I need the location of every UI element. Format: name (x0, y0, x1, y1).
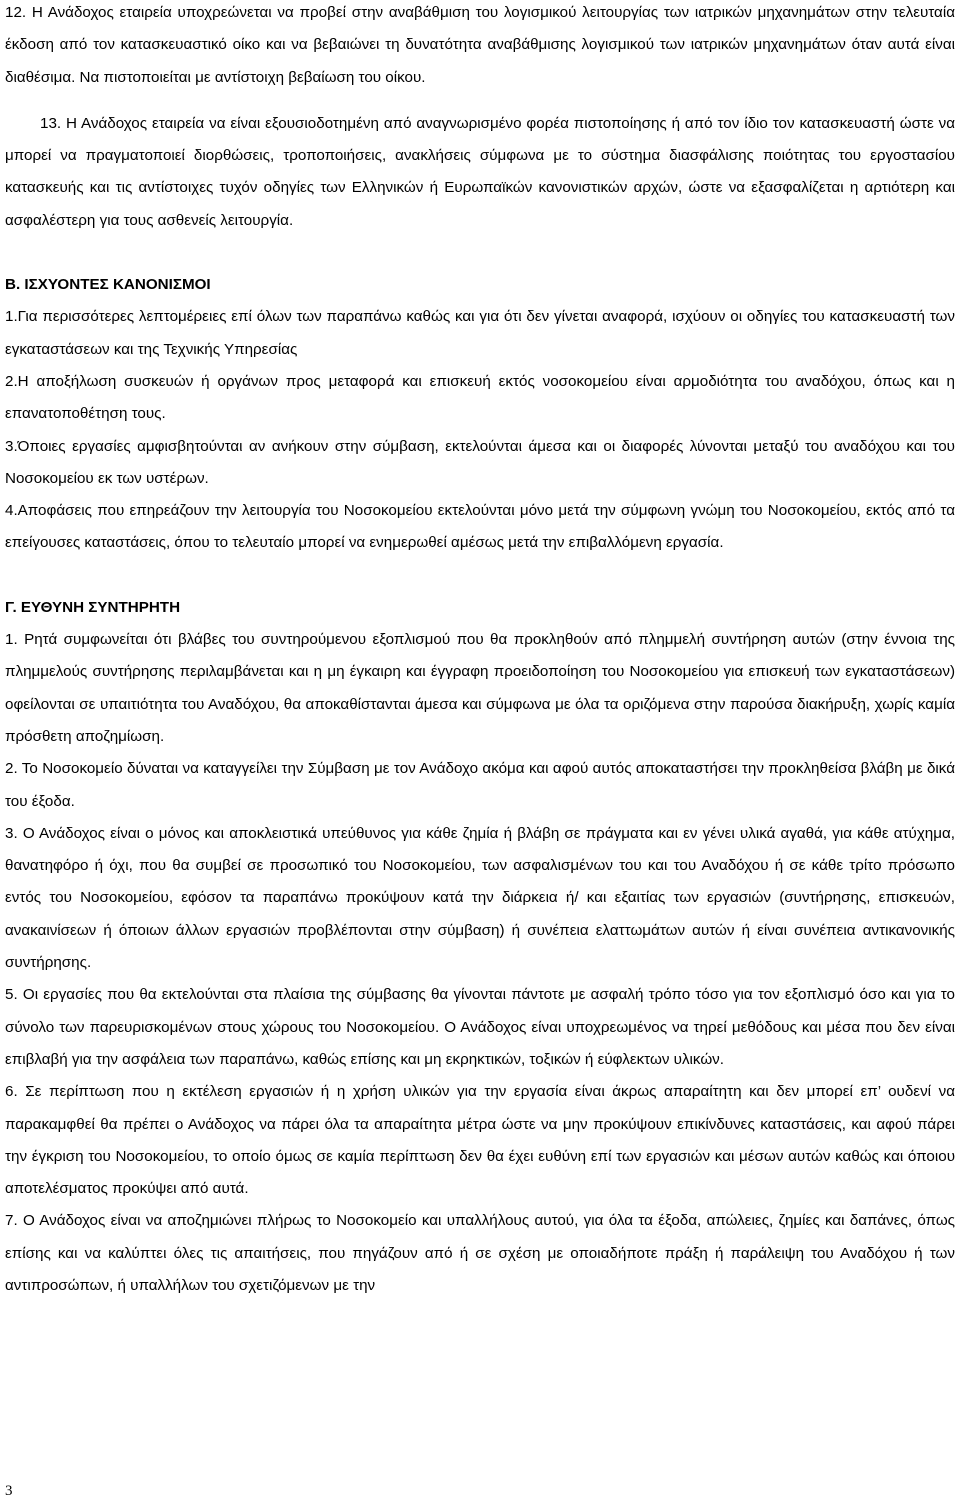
paragraph-13: 13. Η Ανάδοχος εταιρεία να είναι εξουσιοδοτημένη από αναγνωρισμένο φορέα πιστοποίησης ή από τον ίδιο τον κατασκευαστή ώστε να μπορεί να πραγματοποιεί διορθώσεις, τροποποιήσεις, ανακλήσεις σύμφωνα με το σύστημα διασφάλισης ποιότητας του εργοστασίου κατασκευής και τις αντίστοιχες τυχόν οδηγίες των Ελληνικών ή Ευρωπαϊκών κανονιστικών αρχών, ώστε να εξασφαλίζεται η αρτιότερη και ασφαλέστερη για τους ασθενείς λειτουργία. (5, 114, 955, 229)
section-c-item-1: 1. Ρητά συμφωνείται ότι βλάβες του συντηρούμενου εξοπλισμού που θα προκληθούν από πλημμελή συντήρηση αυτών (στην έννοια της πλημμελούς συντήρησης περιλαμβάνεται και η μη έγκαιρη και έγγραφη προειδοποίηση του Νοσοκομείου για επισκευή των εγκαταστάσεων) οφείλονται σε υπαιτιότητα του Αναδόχου, θα αποκαθίστανται άμεσα και σύμφωνα με όλα τα οριζόμενα στην παρούσα διακήρυξη, χωρίς καμία πρόσθετη αποζημίωση. (5, 631, 955, 745)
page-number: 3 (5, 1483, 13, 1499)
spacer (5, 560, 955, 592)
section-c-item-7: 7. Ο Ανάδοχος είναι να αποζημιώνει πλήρως το Νοσοκομείο και υπαλλήλους αυτού, για όλα τα έξοδα, απώλειες, ζημίες και δαπάνες, όπως επίσης και να καλύπτει όλες τις απαιτήσεις, που πηγάζουν από ή σε σχέση με οποιαδήποτε πράξη ή παράλειψη του Αναδόχου ή των αντιπροσώπων, ή υπαλλήλων του σχετιζόμενων με την (5, 1212, 955, 1294)
section-c-item-2: 2. Το Νοσοκομείο δύναται να καταγγείλει την Σύμβαση με τον Ανάδοχο ακόμα και αφού αυτός αποκαταστήσει την προκληθείσα βλάβη με δικά του έξοδα. (5, 760, 955, 810)
spacer (5, 237, 955, 269)
spacer (5, 94, 955, 108)
document-page (5, 0, 955, 1302)
section-c-item-6: 6. Σε περίπτωση που η εκτέλεση εργασιών ή η χρήση υλικών για την εργασία είναι άκρως απαραίτητη και δεν μπορεί επ’ ουδενί να παρακαμφθεί θα πρέπει ο Ανάδοχος να πάρει όλα τα απαραίτητα μέτρα ώστε να μην προκύψουν επικίνδυνες καταστάσεις, και αφού πάρει την έγκριση του Νοσοκομείου, το οποίο όμως σε καμία περίπτωση δεν θα έχει ευθύνη επί των εργασιών και μέσων αυτών καθώς και όποιου αποτελέσματος προκύψει από αυτά. (5, 1083, 955, 1198)
section-c-heading: Γ. ΕΥΘΥΝΗ ΣΥΝΤΗΡΗΤΗ (5, 598, 181, 616)
section-b-item-3: 3.Όποιες εργασίες αμφισβητούνται αν ανήκουν στην σύμβαση, εκτελούνται άμεσα και οι διαφορές λύνονται μεταξύ του αναδόχου και του Νοσοκομείου εκ των υστέρων. (5, 437, 955, 487)
section-b-item-1: 1.Για περισσότερες λεπτομέρειες επί όλων των παραπάνω καθώς και για ότι δεν γίνεται αναφορά, ισχύουν οι οδηγίες του κατασκευαστή των εγκαταστάσεων και της Τεχνικής Υπηρεσίας (5, 308, 955, 358)
section-b-item-2: 2.Η αποξήλωση συσκευών ή οργάνων προς μεταφορά και επισκευή εκτός νοσοκομείου είναι αρμοδιότητα του αναδόχου, όπως και η επανατοποθέτηση τους. (5, 372, 955, 423)
section-c-item-5: 5. Οι εργασίες που θα εκτελούνται στα πλαίσια της σύμβασης θα γίνονται πάντοτε με ασφαλή τρόπο τόσο για τον εξοπλισμό όσο και για το σύνολο των παρευρισκομένων στους χώρους του Νοσοκομείου. Ο Ανάδοχος είναι υποχρεωμένος να τηρεί μεθόδους και μέσα που δεν είναι επιβλαβή για την ασφάλεια των παραπάνω, καθώς επίσης και μη εκρηκτικών, τοξικών ή εύφλεκτων υλικών. (5, 986, 955, 1068)
section-b-heading: Β. ΙΣΧΥΟΝΤΕΣ ΚΑΝΟΝΙΣΜΟΙ (5, 276, 211, 294)
paragraph-12: 12. Η Ανάδοχος εταιρεία υποχρεώνεται να προβεί στην αναβάθμιση του λογισμικού λειτουργίας των ιατρικών μηχανημάτων στην τελευταία έκδοση από τον κατασκευαστικό οίκο και να βεβαιώνει τη δυνατότητα αναβάθμισης λογισμικού των ιατρικών μηχανημάτων όταν αυτά είναι διαθέσιμα. Να πιστοποιείται με αντίστοιχη βεβαίωση του οίκου. (5, 4, 955, 86)
section-c-item-3: 3. Ο Ανάδοχος είναι ο μόνος και αποκλειστικά υπεύθυνος για κάθε ζημία ή βλάβη σε πράγματα και εν γένει υλικά αγαθά, για κάθε ατύχημα, θανατηφόρο ή όχι, που θα συμβεί σε προσωπικό του Νοσοκομείου, των ασφαλισμένων του και του Αναδόχου ή σε κάθε τρίτο πρόσωπο εντός του Νοσοκομείου, εφόσον τα παραπάνω προκύψουν κατά την διάρκεια ή/ και εξαιτίας των εργασιών (συντήρησης, επισκευών, ανακαινίσεων ή όποιων άλλων εργασιών προβλέπονται στην σύμβαση) ή συνέπεια ελαττωμάτων αυτών ή είναι συνέπεια αντικανονικής συντήρησης. (5, 824, 955, 972)
section-b-item-4: 4.Αποφάσεις που επηρεάζουν την λειτουργία του Νοσοκομείου εκτελούνται μόνο μετά την σύμφωνη γνώμη του Νοσοκομείου, εκτός από τα επείγουσες καταστάσεις, όπου το τελευταίο μπορεί να ενημερωθεί αμέσως μετά την επιβαλλόμενη εργασία. (5, 502, 955, 552)
